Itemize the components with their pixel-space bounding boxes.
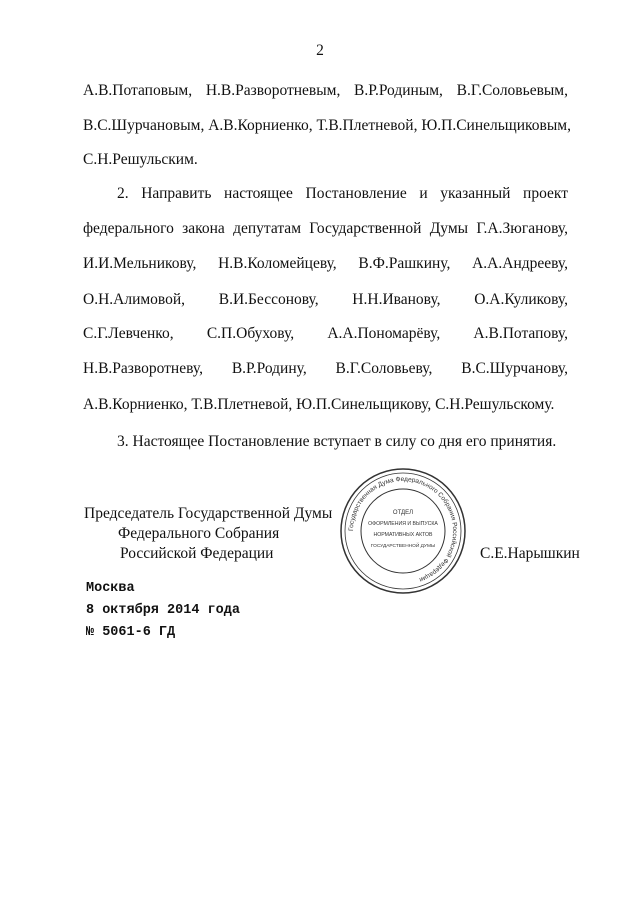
- text-line: федерального закона депутатам Государственной Думы Г.А.Зюганову,: [83, 220, 568, 237]
- signatory-title-line: Российской Федерации: [120, 545, 274, 562]
- date: 8 октября 2014 года: [86, 603, 240, 618]
- stamp-center-line: ОФОРМЛЕНИЯ И ВЫПУСКА: [368, 521, 438, 527]
- signatory-title-line: Федерального Собрания: [118, 525, 280, 542]
- text-line: С.Н.Решульским.: [83, 151, 198, 168]
- signatory-name: С.Е.Нарышкин: [480, 545, 580, 562]
- stamp-ring-text: Государственная Дума Федерального Собрания Российской Федерации: [347, 475, 459, 584]
- text-line: А.В.Потаповым, Н.В.Разворотневым, В.Р.Родиным, В.Г.Соловьевым,: [83, 82, 568, 99]
- page-number: 2: [316, 42, 324, 59]
- stamp-center-line: ГОСУДАРСТВЕННОЙ ДУМЫ: [370, 544, 436, 549]
- official-stamp: [338, 466, 468, 596]
- city: Москва: [86, 581, 135, 596]
- document-number: № 5061-6 ГД: [86, 625, 176, 640]
- text-line: Н.В.Разворотневу, В.Р.Родину, В.Г.Соловьеву, В.С.Шурчанову,: [83, 360, 568, 377]
- text-line: И.И.Мельникову, Н.В.Коломейцеву, В.Ф.Рашкину, А.А.Андрееву,: [83, 255, 568, 272]
- stamp-center-line: НОРМАТИВНЫХ АКТОВ: [373, 532, 433, 538]
- signatory-title-line: Председатель Государственной Думы: [84, 505, 333, 522]
- text-line: С.Г.Левченко, С.П.Обухову, А.А.Пономарёву, А.В.Потапову,: [83, 325, 568, 342]
- text-line: 2. Направить настоящее Постановление и указанный проект: [117, 185, 568, 202]
- svg-text:Государственная Дума Федеральн: [348, 476, 458, 583]
- text-line: О.Н.Алимовой, В.И.Бессонову, Н.Н.Иванову, О.А.Куликову,: [83, 291, 568, 308]
- text-line: В.С.Шурчановым, А.В.Корниенко, Т.В.Плетневой, Ю.П.Синельщиковым,: [83, 117, 571, 134]
- text-line: А.В.Корниенко, Т.В.Плетневой, Ю.П.Синельщикову, С.Н.Решульскому.: [83, 396, 555, 413]
- stamp-center-line: ОТДЕЛ: [392, 510, 414, 516]
- text-line: 3. Настоящее Постановление вступает в силу со дня его принятия.: [117, 433, 557, 450]
